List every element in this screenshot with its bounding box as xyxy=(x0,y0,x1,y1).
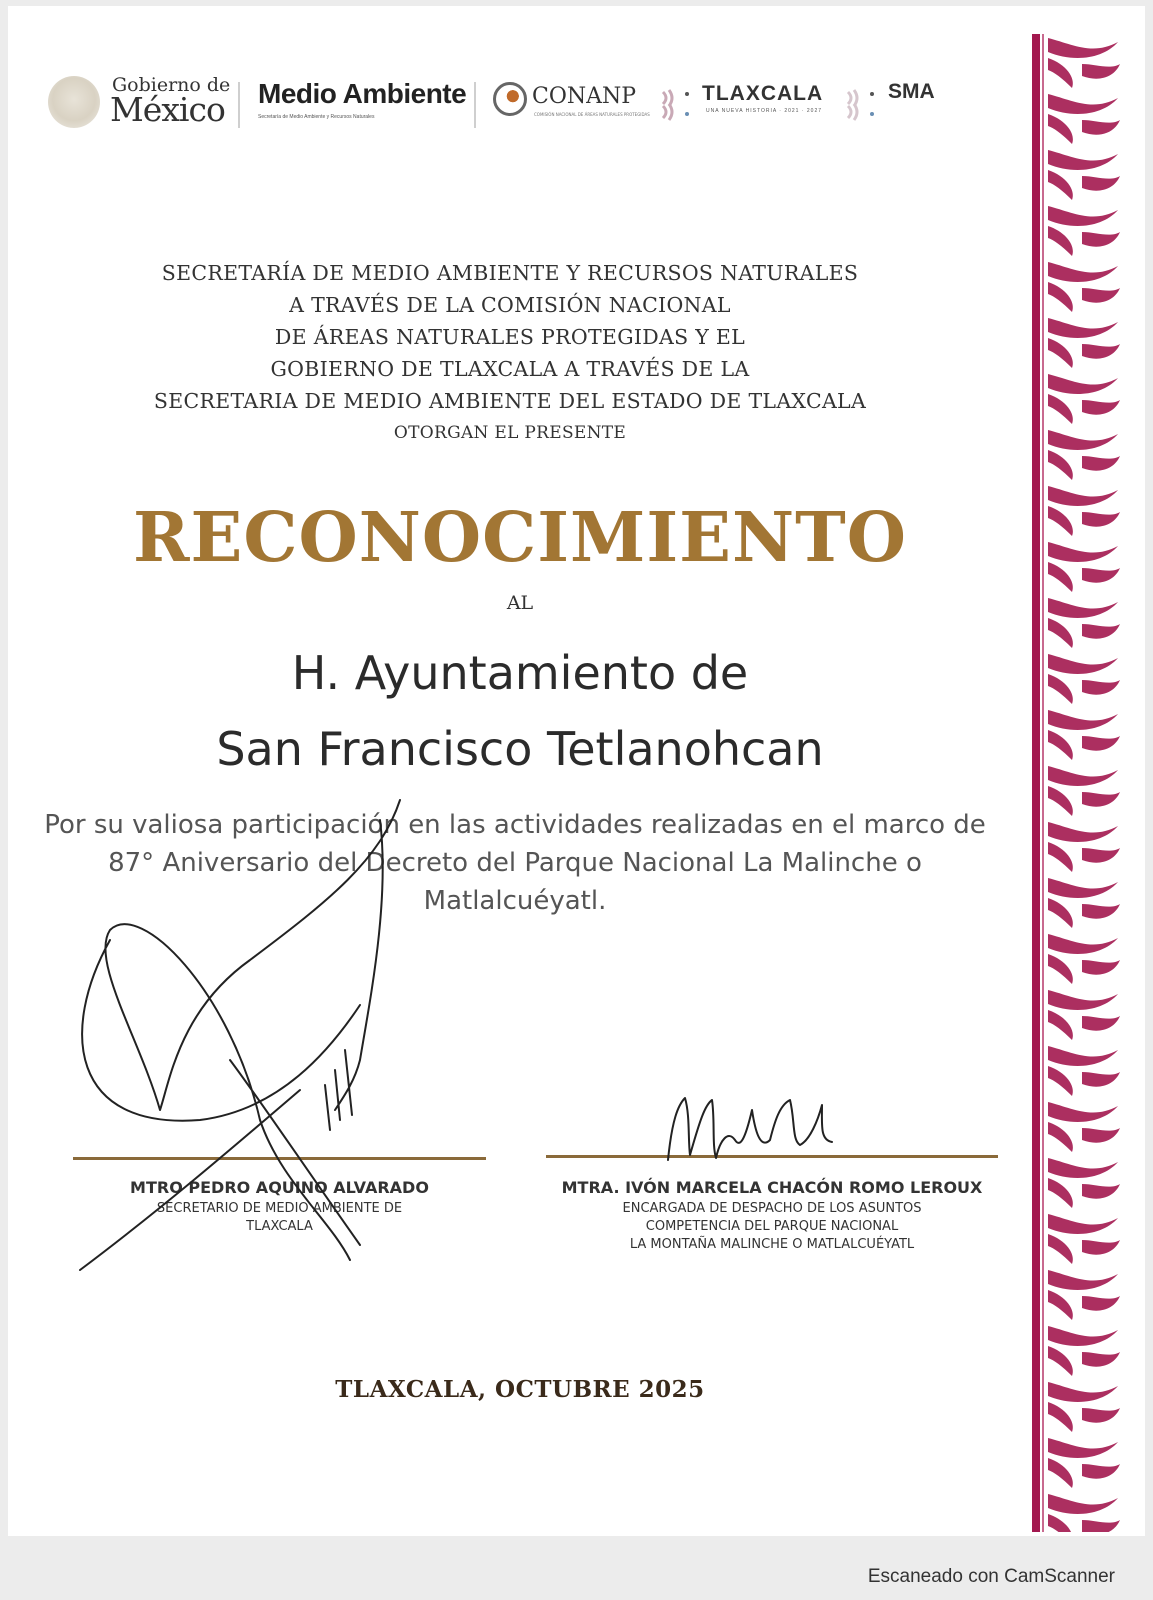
ornament-motif xyxy=(1048,282,1073,312)
ornament-motif xyxy=(1082,1296,1120,1311)
logo-divider xyxy=(238,82,240,128)
ornament-motif xyxy=(1048,1122,1073,1152)
ornament-motif xyxy=(1082,1072,1120,1087)
ornament-motif xyxy=(1048,1346,1073,1376)
ornament-motif xyxy=(1048,1290,1073,1320)
reason-line: Matlalcuéyatl. xyxy=(423,886,607,916)
role-line: TLAXCALA xyxy=(246,1219,313,1234)
al-text: AL xyxy=(506,592,534,614)
ornament-motif xyxy=(1082,1408,1120,1423)
medio-ambiente-logo: Medio Ambiente xyxy=(258,78,467,109)
reason-line: Por su valiosa participación en las actividades realizadas en el marco de xyxy=(44,810,986,840)
ornament-motif xyxy=(1048,506,1073,536)
ornament-motif xyxy=(1048,486,1118,506)
ornament-motif xyxy=(1048,1382,1118,1402)
ornament-motif xyxy=(1048,1158,1118,1178)
ornament-motif xyxy=(1048,1402,1073,1432)
ornament-motif xyxy=(1048,598,1118,618)
header-line: GOBIERNO DE TLAXCALA A TRAVÉS DE LA xyxy=(270,357,750,381)
ornament-motif xyxy=(1082,624,1120,639)
ornament-motif xyxy=(1082,792,1120,807)
signatory-name-left: MTRO PEDRO AQUINO ALVARADO xyxy=(130,1178,429,1197)
place-and-date: TLAXCALA, OCTUBRE 2025 xyxy=(335,1376,705,1403)
ornament-motif xyxy=(1082,736,1120,751)
recipient-line: San Francisco Tetlanohcan xyxy=(216,722,824,776)
ornament-motif xyxy=(1048,1214,1118,1234)
ornament-motif xyxy=(1048,842,1073,872)
ornament-motif xyxy=(1048,1046,1118,1066)
ornament-motif xyxy=(1048,730,1073,760)
ornament-motif xyxy=(1082,1464,1120,1479)
recipient-name xyxy=(40,635,1000,787)
ornament-motif xyxy=(1048,318,1118,338)
reason-line: 87° Aniversario del Decreto del Parque Nacional La Malinche o xyxy=(108,848,922,878)
role-line: ENCARGADA DE DESPACHO DE LOS ASUNTOS xyxy=(622,1201,922,1216)
header-line: SECRETARIA DE MEDIO AMBIENTE DEL ESTADO DE TLAXCALA xyxy=(153,389,867,413)
ornament-motif xyxy=(1082,1016,1120,1031)
tlaxcala-subtitle: UNA NUEVA HISTORIA · 2021 · 2027 xyxy=(706,108,823,114)
scanner-watermark: Escaneado con CamScanner xyxy=(867,1566,1115,1587)
ornament-motif xyxy=(1048,450,1073,480)
sma-logo-icon xyxy=(840,84,880,124)
ornament-motif xyxy=(1048,38,1118,58)
mexico-emblem-icon xyxy=(48,76,100,128)
ornament-motif xyxy=(1048,1066,1073,1096)
ornament-motif xyxy=(1048,1326,1118,1346)
ornament-motif xyxy=(1048,954,1073,984)
signatory-role-right xyxy=(540,1200,1004,1254)
ornament-motif xyxy=(1048,1270,1118,1290)
header-line: SECRETARÍA DE MEDIO AMBIENTE Y RECURSOS NATURALES xyxy=(161,261,859,285)
conanp-logo-icon xyxy=(493,82,527,116)
ornament-motif xyxy=(1082,232,1120,247)
ornament-motif xyxy=(1048,94,1118,114)
header-line: A TRAVÉS DE LA COMISIÓN NACIONAL xyxy=(289,293,731,317)
ornament-motif xyxy=(1048,710,1118,730)
ornament-motif xyxy=(1082,904,1120,919)
ornament-motif xyxy=(1048,1438,1118,1458)
ornament-motif xyxy=(1082,176,1120,191)
ornament-motif xyxy=(1082,680,1120,695)
conanp-logo: CONANP xyxy=(532,84,637,109)
ornament-motif xyxy=(1048,1102,1118,1122)
ornament-motif xyxy=(1048,766,1118,786)
ornament-motif xyxy=(1048,58,1073,88)
logo-divider xyxy=(474,82,476,128)
ornament-motif xyxy=(1082,1352,1120,1367)
gobierno-de-text: Gobierno de xyxy=(112,74,231,96)
ornament-motif xyxy=(1048,150,1118,170)
ornament-motif xyxy=(1048,1514,1073,1532)
ornament-motif xyxy=(1048,786,1073,816)
ornament-motif xyxy=(1048,394,1073,424)
ornament-motif xyxy=(1048,934,1118,954)
tlaxcala-logo: TLAXCALA xyxy=(702,82,824,105)
ornament-motif xyxy=(1048,990,1118,1010)
ornament-motif xyxy=(1048,654,1118,674)
signature-line-left xyxy=(73,1157,486,1160)
ornament-motif xyxy=(1082,1520,1120,1532)
ornament-motif xyxy=(1082,1184,1120,1199)
signatory-role-left xyxy=(73,1200,486,1236)
ornament-motif xyxy=(1082,512,1120,527)
ornament-motif xyxy=(1048,170,1073,200)
certificate-title: RECONOCIMIENTO xyxy=(133,498,907,578)
ornament-motif xyxy=(1048,374,1118,394)
ornament-motif xyxy=(1048,262,1118,282)
sma-logo: SMA xyxy=(888,80,935,103)
role-line: LA MONTAÑA MALINCHE O MATLALCUÉYATL xyxy=(629,1237,915,1252)
decorative-border xyxy=(1032,34,1124,1532)
medio-ambiente-subtitle: Secretaría de Medio Ambiente y Recursos Naturales xyxy=(258,114,375,120)
tlaxcala-logo-icon xyxy=(655,84,695,124)
ornament-motif xyxy=(1082,1240,1120,1255)
ornament-motif xyxy=(1048,878,1118,898)
ornament-motif xyxy=(1082,568,1120,583)
role-line: SECRETARIO DE MEDIO AMBIENTE DE xyxy=(156,1201,403,1216)
recognition-reason xyxy=(10,806,1020,920)
ornament-motif xyxy=(1048,542,1118,562)
ornament-motif xyxy=(1048,674,1073,704)
ornament-motif xyxy=(1082,456,1120,471)
ornament-motif xyxy=(1048,1458,1073,1488)
logos-header xyxy=(40,70,960,140)
ornament-motif xyxy=(1048,206,1118,226)
role-line: COMPETENCIA DEL PARQUE NACIONAL xyxy=(645,1219,899,1234)
ornament-motif xyxy=(1048,898,1073,928)
ornament-motif xyxy=(1048,562,1073,592)
ornament-motif xyxy=(1048,1010,1073,1040)
ornament-motif xyxy=(1082,288,1120,303)
ornament-motif xyxy=(1082,344,1120,359)
signatory-name-right: MTRA. IVÓN MARCELA CHACÓN ROMO LEROUX xyxy=(561,1178,983,1197)
ornament-motif xyxy=(1048,1494,1118,1514)
ornament-motif xyxy=(1082,960,1120,975)
ornament-motif xyxy=(1048,226,1073,256)
ornament-motif xyxy=(1048,430,1118,450)
ornament-motif xyxy=(1048,338,1073,368)
signature-line-right xyxy=(546,1155,998,1158)
mexico-text: México xyxy=(110,90,225,129)
ornament-motif xyxy=(1048,114,1073,144)
ornament-motif xyxy=(1048,1234,1073,1264)
ornament-motif xyxy=(1048,822,1118,842)
ornament-motif xyxy=(1082,848,1120,863)
recipient-line: H. Ayuntamiento de xyxy=(291,646,749,700)
issuing-institutions xyxy=(130,257,890,449)
conanp-subtitle: COMISIÓN NACIONAL DE ÁREAS NATURALES PROTEGIDAS xyxy=(534,112,650,117)
ornament-motif xyxy=(1082,1128,1120,1143)
ornament-motif xyxy=(1048,1178,1073,1208)
ornament-motif xyxy=(1082,400,1120,415)
otorgan-text: OTORGAN EL PRESENTE xyxy=(393,423,627,443)
ornament-motif xyxy=(1082,64,1120,79)
header-line: DE ÁREAS NATURALES PROTEGIDAS Y EL xyxy=(274,325,746,349)
ornament-motif xyxy=(1082,120,1120,135)
ornament-motif xyxy=(1048,618,1073,648)
